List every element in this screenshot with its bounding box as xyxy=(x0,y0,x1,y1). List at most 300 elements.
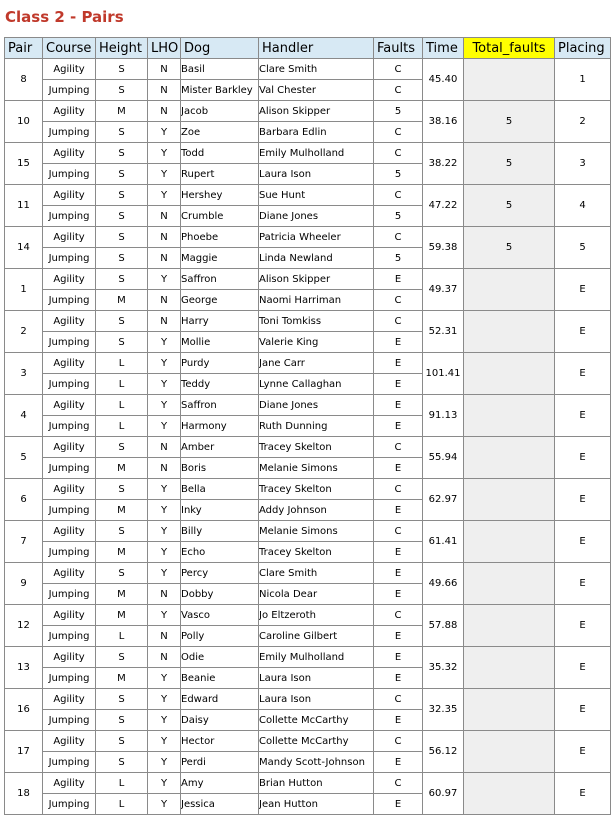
results-body xyxy=(5,59,611,815)
total-faults-cell xyxy=(464,773,555,815)
faults-cell: E xyxy=(374,353,423,374)
total-faults-cell xyxy=(464,647,555,689)
pair-number: 12 xyxy=(5,605,43,647)
lho-cell: Y xyxy=(148,269,181,290)
dog-cell: Vasco xyxy=(181,605,259,626)
handler-cell: Patricia Wheeler xyxy=(259,227,374,248)
lho-cell: N xyxy=(148,458,181,479)
dog-cell: Bella xyxy=(181,479,259,500)
table-row xyxy=(5,269,611,290)
course-cell: Jumping xyxy=(43,500,96,521)
handler-cell: Lynne Callaghan xyxy=(259,374,374,395)
header-placing: Placing xyxy=(555,38,611,59)
course-cell: Jumping xyxy=(43,248,96,269)
course-cell: Agility xyxy=(43,773,96,794)
header-total-faults: Total_faults xyxy=(464,38,555,59)
lho-cell: Y xyxy=(148,605,181,626)
faults-cell: C xyxy=(374,731,423,752)
dog-cell: Amy xyxy=(181,773,259,794)
height-cell: M xyxy=(96,500,148,521)
faults-cell: E xyxy=(374,626,423,647)
lho-cell: Y xyxy=(148,416,181,437)
table-row xyxy=(5,353,611,374)
height-cell: M xyxy=(96,542,148,563)
course-cell: Jumping xyxy=(43,416,96,437)
lho-cell: Y xyxy=(148,479,181,500)
height-cell: S xyxy=(96,752,148,773)
lho-cell: N xyxy=(148,59,181,80)
dog-cell: Dobby xyxy=(181,584,259,605)
placing-cell: E xyxy=(555,605,611,647)
placing-cell: 2 xyxy=(555,101,611,143)
lho-cell: Y xyxy=(148,332,181,353)
placing-cell: E xyxy=(555,437,611,479)
dog-cell: Odie xyxy=(181,647,259,668)
handler-cell: Sue Hunt xyxy=(259,185,374,206)
placing-cell: 4 xyxy=(555,185,611,227)
time-cell: 38.22 xyxy=(423,143,464,185)
placing-cell: 1 xyxy=(555,59,611,101)
course-cell: Agility xyxy=(43,437,96,458)
time-cell: 56.12 xyxy=(423,731,464,773)
lho-cell: N xyxy=(148,80,181,101)
total-faults-cell xyxy=(464,59,555,101)
handler-cell: Caroline Gilbert xyxy=(259,626,374,647)
pair-number: 9 xyxy=(5,563,43,605)
handler-cell: Melanie Simons xyxy=(259,521,374,542)
header-pair: Pair xyxy=(5,38,43,59)
handler-cell: Nicola Dear xyxy=(259,584,374,605)
dog-cell: Mister Barkley xyxy=(181,80,259,101)
dog-cell: Boris xyxy=(181,458,259,479)
time-cell: 49.66 xyxy=(423,563,464,605)
lho-cell: N xyxy=(148,584,181,605)
time-cell: 47.22 xyxy=(423,185,464,227)
course-cell: Jumping xyxy=(43,752,96,773)
handler-cell: Collette McCarthy xyxy=(259,731,374,752)
handler-cell: Clare Smith xyxy=(259,59,374,80)
handler-cell: Jane Carr xyxy=(259,353,374,374)
height-cell: S xyxy=(96,80,148,101)
height-cell: L xyxy=(96,626,148,647)
faults-cell: E xyxy=(374,710,423,731)
height-cell: S xyxy=(96,689,148,710)
lho-cell: N xyxy=(148,248,181,269)
header-dog: Dog xyxy=(181,38,259,59)
dog-cell: Todd xyxy=(181,143,259,164)
time-cell: 59.38 xyxy=(423,227,464,269)
faults-cell: 5 xyxy=(374,248,423,269)
faults-cell: C xyxy=(374,290,423,311)
handler-cell: Laura Ison xyxy=(259,689,374,710)
lho-cell: Y xyxy=(148,185,181,206)
header-row xyxy=(5,38,611,59)
placing-cell: E xyxy=(555,647,611,689)
handler-cell: Collette McCarthy xyxy=(259,710,374,731)
table-row xyxy=(5,185,611,206)
dog-cell: Beanie xyxy=(181,668,259,689)
placing-cell: E xyxy=(555,311,611,353)
faults-cell: E xyxy=(374,269,423,290)
handler-cell: Ruth Dunning xyxy=(259,416,374,437)
placing-cell: E xyxy=(555,479,611,521)
course-cell: Agility xyxy=(43,59,96,80)
height-cell: S xyxy=(96,59,148,80)
faults-cell: C xyxy=(374,80,423,101)
height-cell: M xyxy=(96,101,148,122)
faults-cell: C xyxy=(374,605,423,626)
course-cell: Agility xyxy=(43,689,96,710)
lho-cell: Y xyxy=(148,752,181,773)
dog-cell: Perdi xyxy=(181,752,259,773)
dog-cell: Jacob xyxy=(181,101,259,122)
faults-cell: E xyxy=(374,395,423,416)
dog-cell: Hershey xyxy=(181,185,259,206)
course-cell: Agility xyxy=(43,731,96,752)
height-cell: S xyxy=(96,710,148,731)
table-row xyxy=(5,395,611,416)
time-cell: 55.94 xyxy=(423,437,464,479)
total-faults-cell xyxy=(464,353,555,395)
height-cell: S xyxy=(96,143,148,164)
course-cell: Agility xyxy=(43,185,96,206)
total-faults-cell: 5 xyxy=(464,101,555,143)
lho-cell: N xyxy=(148,290,181,311)
placing-cell: E xyxy=(555,773,611,815)
dog-cell: Amber xyxy=(181,437,259,458)
course-cell: Agility xyxy=(43,647,96,668)
dog-cell: George xyxy=(181,290,259,311)
course-cell: Jumping xyxy=(43,584,96,605)
course-cell: Agility xyxy=(43,227,96,248)
lho-cell: Y xyxy=(148,773,181,794)
table-row xyxy=(5,143,611,164)
course-cell: Agility xyxy=(43,311,96,332)
handler-cell: Tracey Skelton xyxy=(259,437,374,458)
dog-cell: Phoebe xyxy=(181,227,259,248)
course-cell: Agility xyxy=(43,521,96,542)
faults-cell: C xyxy=(374,773,423,794)
faults-cell: C xyxy=(374,689,423,710)
height-cell: S xyxy=(96,311,148,332)
faults-cell: 5 xyxy=(374,101,423,122)
lho-cell: Y xyxy=(148,164,181,185)
header-handler: Handler xyxy=(259,38,374,59)
course-cell: Agility xyxy=(43,563,96,584)
height-cell: S xyxy=(96,227,148,248)
height-cell: M xyxy=(96,458,148,479)
faults-cell: C xyxy=(374,185,423,206)
course-cell: Agility xyxy=(43,395,96,416)
course-cell: Jumping xyxy=(43,80,96,101)
course-cell: Agility xyxy=(43,143,96,164)
faults-cell: C xyxy=(374,59,423,80)
height-cell: S xyxy=(96,731,148,752)
handler-cell: Tracey Skelton xyxy=(259,479,374,500)
lho-cell: N xyxy=(148,206,181,227)
table-row xyxy=(5,731,611,752)
lho-cell: N xyxy=(148,626,181,647)
time-cell: 35.32 xyxy=(423,647,464,689)
pair-number: 11 xyxy=(5,185,43,227)
handler-cell: Laura Ison xyxy=(259,668,374,689)
total-faults-cell xyxy=(464,731,555,773)
course-cell: Agility xyxy=(43,479,96,500)
lho-cell: Y xyxy=(148,521,181,542)
handler-cell: Valerie King xyxy=(259,332,374,353)
total-faults-cell: 5 xyxy=(464,227,555,269)
handler-cell: Mandy Scott-Johnson xyxy=(259,752,374,773)
faults-cell: E xyxy=(374,416,423,437)
table-row xyxy=(5,521,611,542)
time-cell: 62.97 xyxy=(423,479,464,521)
handler-cell: Linda Newland xyxy=(259,248,374,269)
handler-cell: Alison Skipper xyxy=(259,269,374,290)
height-cell: S xyxy=(96,479,148,500)
total-faults-cell xyxy=(464,605,555,647)
time-cell: 57.88 xyxy=(423,605,464,647)
height-cell: S xyxy=(96,647,148,668)
header-faults: Faults xyxy=(374,38,423,59)
table-row xyxy=(5,227,611,248)
course-cell: Jumping xyxy=(43,374,96,395)
total-faults-cell: 5 xyxy=(464,185,555,227)
height-cell: L xyxy=(96,395,148,416)
course-cell: Jumping xyxy=(43,206,96,227)
faults-cell: E xyxy=(374,332,423,353)
table-row xyxy=(5,59,611,80)
handler-cell: Brian Hutton xyxy=(259,773,374,794)
course-cell: Agility xyxy=(43,605,96,626)
lho-cell: Y xyxy=(148,689,181,710)
lho-cell: N xyxy=(148,101,181,122)
total-faults-cell xyxy=(464,479,555,521)
pair-number: 13 xyxy=(5,647,43,689)
lho-cell: N xyxy=(148,437,181,458)
height-cell: L xyxy=(96,416,148,437)
placing-cell: E xyxy=(555,269,611,311)
handler-cell: Emily Mulholland xyxy=(259,143,374,164)
handler-cell: Tracey Skelton xyxy=(259,542,374,563)
placing-cell: E xyxy=(555,353,611,395)
header-height: Height xyxy=(96,38,148,59)
header-time: Time xyxy=(423,38,464,59)
total-faults-cell xyxy=(464,521,555,563)
dog-cell: Mollie xyxy=(181,332,259,353)
dog-cell: Percy xyxy=(181,563,259,584)
handler-cell: Toni Tomkiss xyxy=(259,311,374,332)
handler-cell: Val Chester xyxy=(259,80,374,101)
page-title: Class 2 - Pairs xyxy=(5,8,124,26)
pair-number: 14 xyxy=(5,227,43,269)
pair-number: 8 xyxy=(5,59,43,101)
height-cell: L xyxy=(96,773,148,794)
dog-cell: Edward xyxy=(181,689,259,710)
dog-cell: Teddy xyxy=(181,374,259,395)
height-cell: S xyxy=(96,437,148,458)
faults-cell: E xyxy=(374,584,423,605)
total-faults-cell xyxy=(464,689,555,731)
time-cell: 52.31 xyxy=(423,311,464,353)
table-row xyxy=(5,689,611,710)
course-cell: Jumping xyxy=(43,626,96,647)
total-faults-cell: 5 xyxy=(464,143,555,185)
pair-number: 15 xyxy=(5,143,43,185)
time-cell: 60.97 xyxy=(423,773,464,815)
faults-cell: E xyxy=(374,794,423,815)
faults-cell: E xyxy=(374,458,423,479)
handler-cell: Melanie Simons xyxy=(259,458,374,479)
height-cell: L xyxy=(96,374,148,395)
handler-cell: Naomi Harriman xyxy=(259,290,374,311)
handler-cell: Laura Ison xyxy=(259,164,374,185)
handler-cell: Diane Jones xyxy=(259,395,374,416)
dog-cell: Jessica xyxy=(181,794,259,815)
course-cell: Jumping xyxy=(43,164,96,185)
height-cell: M xyxy=(96,668,148,689)
height-cell: S xyxy=(96,563,148,584)
pair-number: 18 xyxy=(5,773,43,815)
time-cell: 49.37 xyxy=(423,269,464,311)
course-cell: Jumping xyxy=(43,290,96,311)
dog-cell: Echo xyxy=(181,542,259,563)
table-row xyxy=(5,479,611,500)
pair-number: 10 xyxy=(5,101,43,143)
handler-cell: Clare Smith xyxy=(259,563,374,584)
table-row xyxy=(5,437,611,458)
lho-cell: Y xyxy=(148,374,181,395)
table-row xyxy=(5,647,611,668)
faults-cell: C xyxy=(374,521,423,542)
dog-cell: Saffron xyxy=(181,395,259,416)
faults-cell: E xyxy=(374,668,423,689)
header-lho: LHO xyxy=(148,38,181,59)
height-cell: M xyxy=(96,584,148,605)
dog-cell: Harmony xyxy=(181,416,259,437)
height-cell: S xyxy=(96,248,148,269)
faults-cell: E xyxy=(374,752,423,773)
lho-cell: Y xyxy=(148,542,181,563)
pair-number: 4 xyxy=(5,395,43,437)
lho-cell: N xyxy=(148,227,181,248)
dog-cell: Crumble xyxy=(181,206,259,227)
height-cell: S xyxy=(96,521,148,542)
time-cell: 101.41 xyxy=(423,353,464,395)
course-cell: Agility xyxy=(43,101,96,122)
results-table xyxy=(4,37,611,815)
placing-cell: 5 xyxy=(555,227,611,269)
course-cell: Jumping xyxy=(43,332,96,353)
handler-cell: Addy Johnson xyxy=(259,500,374,521)
course-cell: Jumping xyxy=(43,794,96,815)
dog-cell: Harry xyxy=(181,311,259,332)
handler-cell: Emily Mulholland xyxy=(259,647,374,668)
time-cell: 91.13 xyxy=(423,395,464,437)
header-course: Course xyxy=(43,38,96,59)
height-cell: M xyxy=(96,290,148,311)
lho-cell: Y xyxy=(148,794,181,815)
lho-cell: Y xyxy=(148,122,181,143)
time-cell: 38.16 xyxy=(423,101,464,143)
dog-cell: Saffron xyxy=(181,269,259,290)
faults-cell: C xyxy=(374,437,423,458)
faults-cell: E xyxy=(374,542,423,563)
total-faults-cell xyxy=(464,395,555,437)
handler-cell: Jo Eltzeroth xyxy=(259,605,374,626)
dog-cell: Polly xyxy=(181,626,259,647)
course-cell: Jumping xyxy=(43,710,96,731)
faults-cell: E xyxy=(374,563,423,584)
table-row xyxy=(5,101,611,122)
time-cell: 32.35 xyxy=(423,689,464,731)
pair-number: 1 xyxy=(5,269,43,311)
faults-cell: C xyxy=(374,227,423,248)
lho-cell: Y xyxy=(148,731,181,752)
placing-cell: E xyxy=(555,395,611,437)
placing-cell: E xyxy=(555,689,611,731)
height-cell: M xyxy=(96,605,148,626)
height-cell: S xyxy=(96,332,148,353)
placing-cell: E xyxy=(555,731,611,773)
lho-cell: Y xyxy=(148,143,181,164)
dog-cell: Hector xyxy=(181,731,259,752)
lho-cell: Y xyxy=(148,395,181,416)
faults-cell: 5 xyxy=(374,206,423,227)
faults-cell: C xyxy=(374,143,423,164)
dog-cell: Rupert xyxy=(181,164,259,185)
total-faults-cell xyxy=(464,311,555,353)
lho-cell: Y xyxy=(148,563,181,584)
faults-cell: E xyxy=(374,500,423,521)
table-row xyxy=(5,311,611,332)
height-cell: S xyxy=(96,122,148,143)
total-faults-cell xyxy=(464,563,555,605)
pair-number: 5 xyxy=(5,437,43,479)
pair-number: 3 xyxy=(5,353,43,395)
height-cell: S xyxy=(96,206,148,227)
dog-cell: Daisy xyxy=(181,710,259,731)
time-cell: 45.40 xyxy=(423,59,464,101)
course-cell: Agility xyxy=(43,269,96,290)
time-cell: 61.41 xyxy=(423,521,464,563)
pair-number: 2 xyxy=(5,311,43,353)
course-cell: Jumping xyxy=(43,458,96,479)
dog-cell: Inky xyxy=(181,500,259,521)
height-cell: S xyxy=(96,185,148,206)
course-cell: Agility xyxy=(43,353,96,374)
height-cell: S xyxy=(96,269,148,290)
placing-cell: E xyxy=(555,521,611,563)
faults-cell: E xyxy=(374,374,423,395)
table-row xyxy=(5,563,611,584)
height-cell: S xyxy=(96,164,148,185)
pair-number: 6 xyxy=(5,479,43,521)
course-cell: Jumping xyxy=(43,668,96,689)
faults-cell: C xyxy=(374,479,423,500)
placing-cell: 3 xyxy=(555,143,611,185)
lho-cell: Y xyxy=(148,353,181,374)
handler-cell: Diane Jones xyxy=(259,206,374,227)
pair-number: 7 xyxy=(5,521,43,563)
lho-cell: N xyxy=(148,647,181,668)
height-cell: L xyxy=(96,794,148,815)
height-cell: L xyxy=(96,353,148,374)
dog-cell: Zoe xyxy=(181,122,259,143)
dog-cell: Billy xyxy=(181,521,259,542)
dog-cell: Purdy xyxy=(181,353,259,374)
total-faults-cell xyxy=(464,269,555,311)
lho-cell: Y xyxy=(148,710,181,731)
